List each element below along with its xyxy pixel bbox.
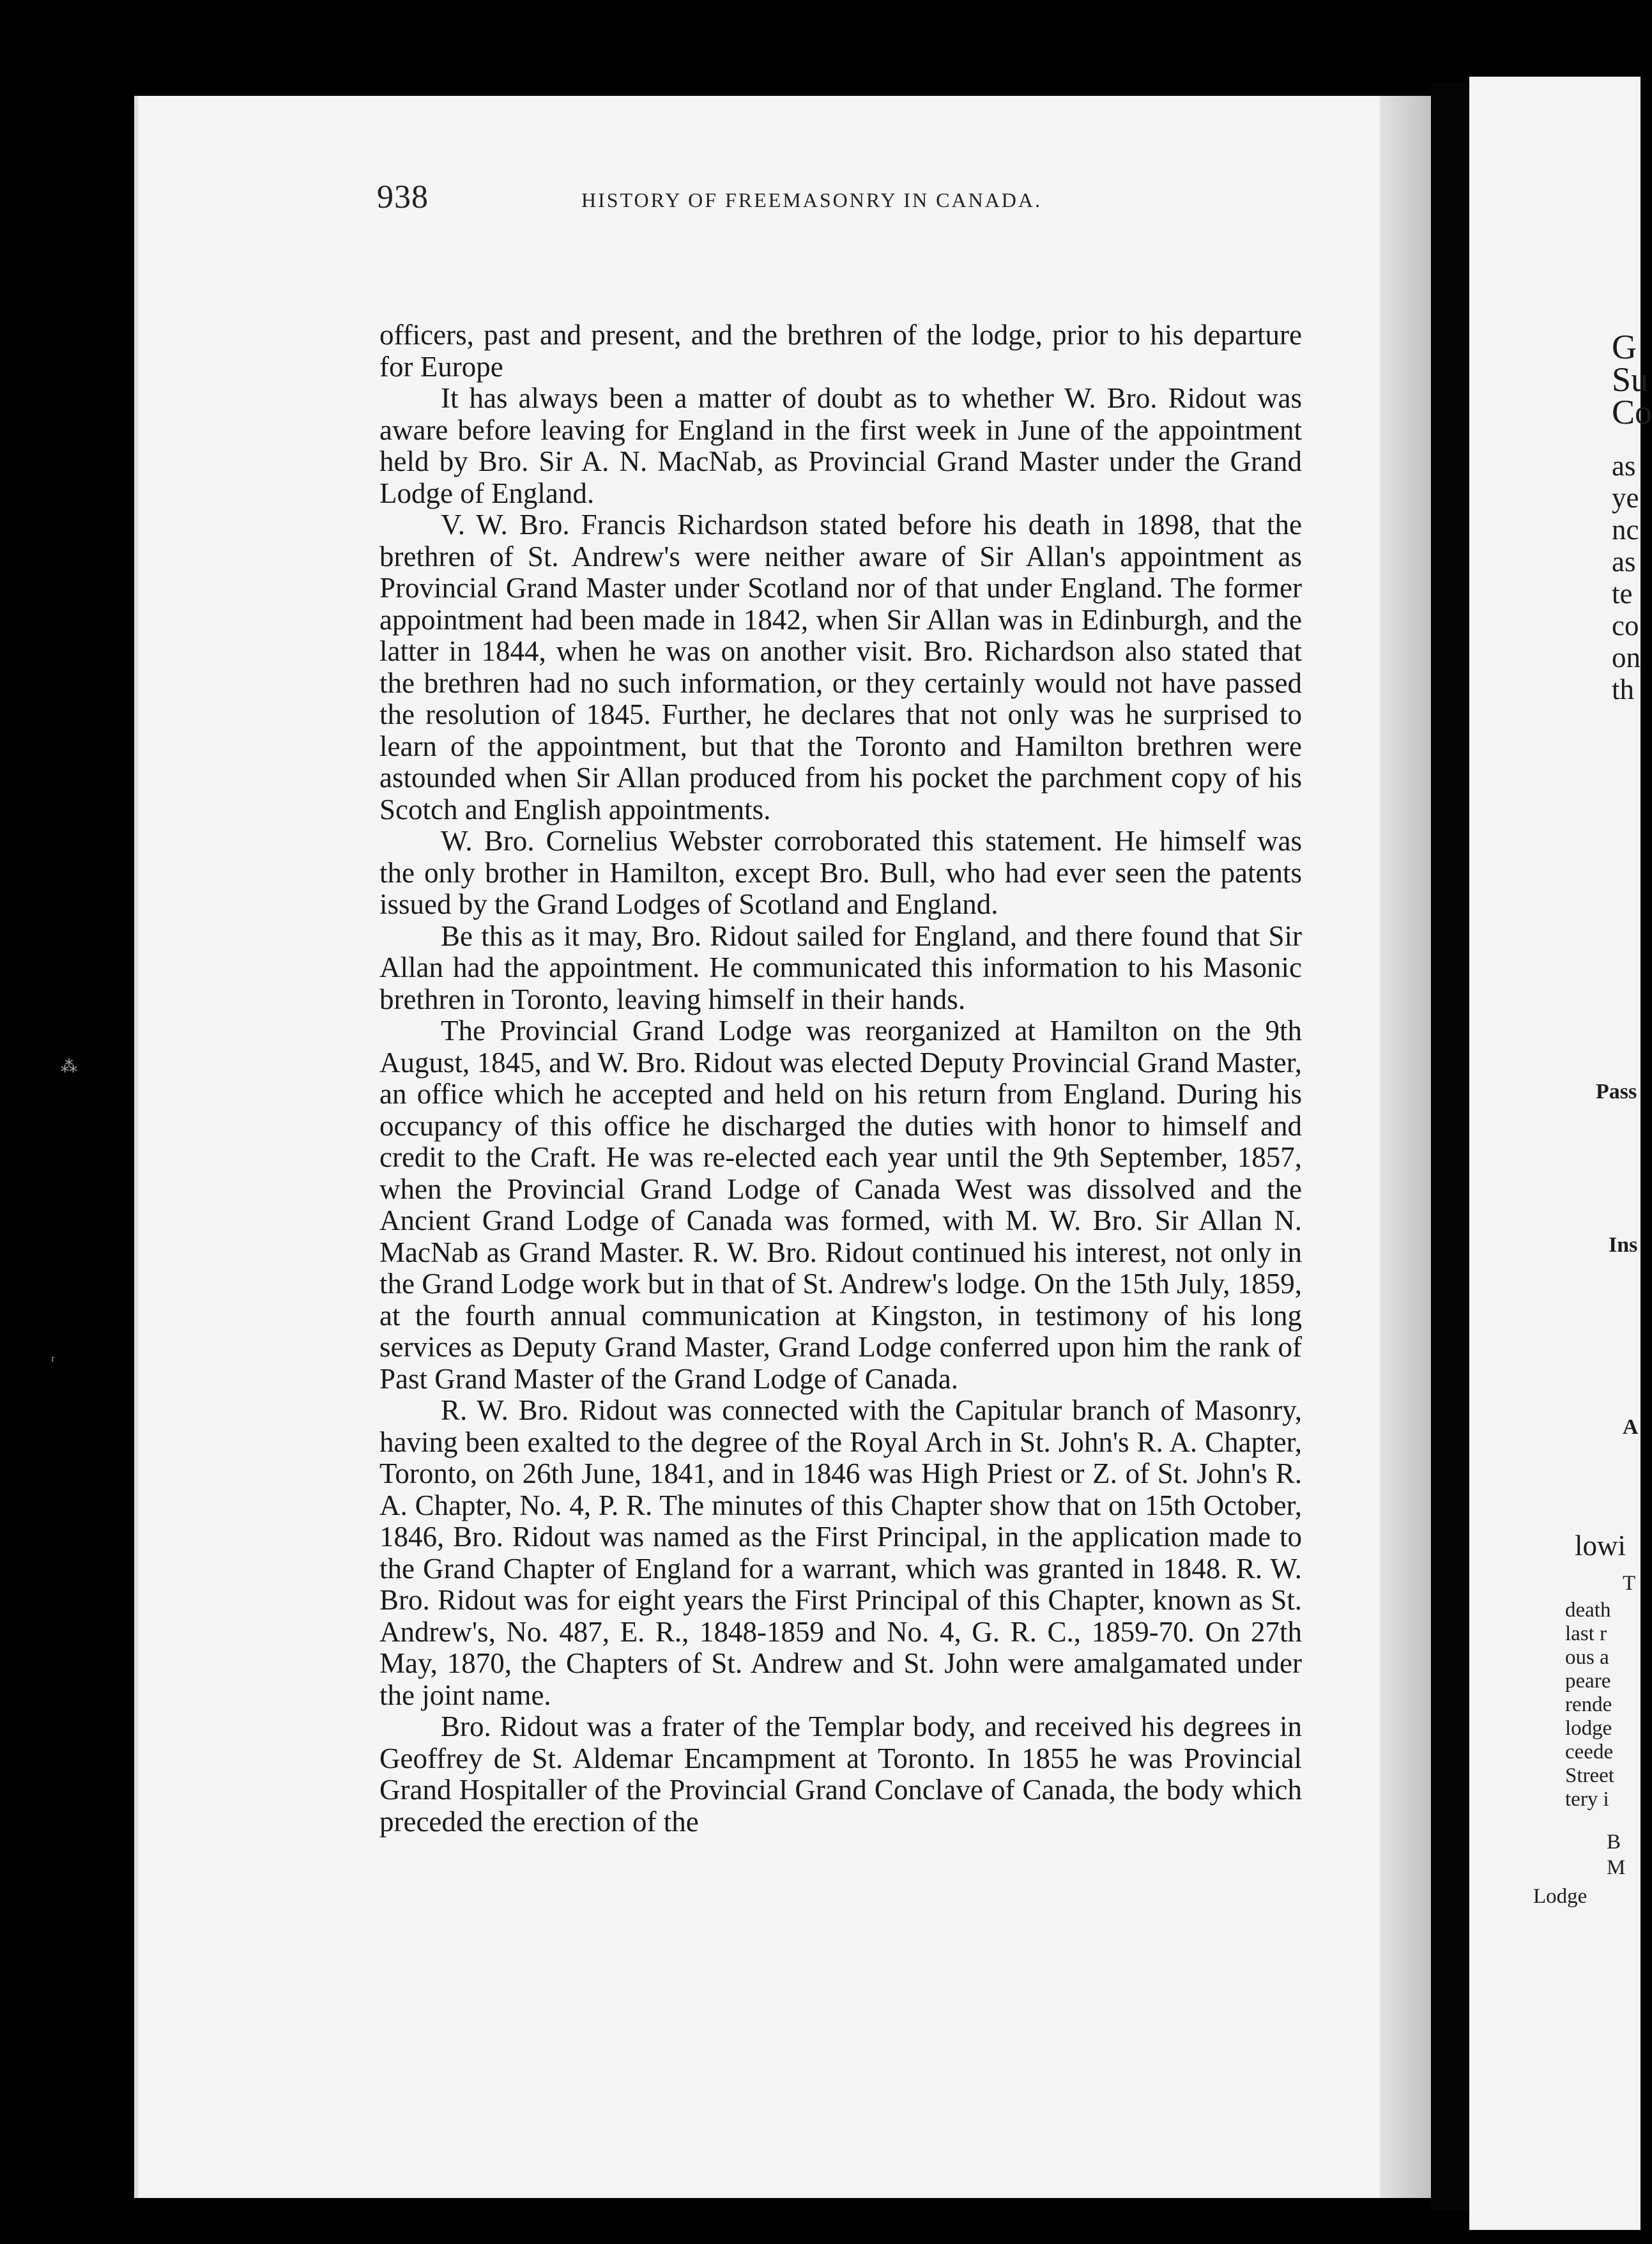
right-heading-fragment: Su [1612, 360, 1649, 399]
right-caption-fragment: Ins [1609, 1233, 1638, 1257]
book-gutter [1431, 83, 1469, 2211]
paragraph: It has always been a matter of doubt as to whether W. Bro. Ridout was aware before leaving for England in the first week in June of the appointment held by Bro. Sir A. N. MacNab, as Provincial Grand Master under the Grand Lodge of England. [379, 382, 1302, 509]
paragraph: The Provincial Grand Lodge was reorganized at Hamilton on the 9th August, 1845, and W. Bro. Ridout was elected Deputy Provincial Grand Master, an office which he accepted and held on his return from England. During his occupancy of this office he discharged the duties with honor to himself and credit to the Craft. He was re-elected each year until the 9th September, 1857, when the Provincial Grand Lodge of Canada West was dissolved and the Ancient Grand Lodge of Canada was formed, with M. W. Bro. Sir Allan N. MacNab as Grand Master. R. W. Bro. Ridout continued his interest, not only in the Grand Lodge work but in that of St. Andrew's lodge. On the 15th July, 1859, at the fourth annual communication at Kingston, in testimony of his long services as Deputy Grand Master, Grand Lodge conferred upon him the rank of Past Grand Master of the Grand Lodge of Canada. [379, 1015, 1302, 1395]
right-small-fragment: ceede [1565, 1741, 1614, 1764]
scan-speck: ʳ [51, 1351, 55, 1370]
right-small-fragment: lodge [1565, 1717, 1612, 1740]
right-caption-fragment: A [1623, 1415, 1639, 1439]
body-text [379, 319, 1302, 1838]
page-edge-shadow [1380, 96, 1437, 2198]
right-body-fragment: as [1612, 546, 1636, 578]
right-small-fragment: ous a [1565, 1646, 1609, 1669]
right-drop-initial: T [1623, 1572, 1636, 1595]
right-small-fragment: death [1565, 1599, 1611, 1622]
paragraph: Bro. Ridout was a frater of the Templar body, and received his degrees in Geoffrey de St. Aldemar Encampment at Toronto. In 1855 he was Provincial Grand Hospitaller of the Provincial Grand Conclave of Canada, the body which preceded the erection of the [379, 1710, 1302, 1838]
page-header [377, 169, 1303, 227]
right-body-fragment: te [1612, 578, 1633, 610]
paragraph: W. Bro. Cornelius Webster corroborated this statement. He himself was the only brother in Hamilton, except Bro. Bull, who had ever seen the patents issued by the Grand Lodges of Scotland and England. [379, 825, 1302, 920]
right-lower-fragment: lowi [1575, 1530, 1626, 1562]
page-number: 938 [377, 179, 429, 215]
paragraph: Be this as it may, Bro. Ridout sailed for England, and there found that Sir Allan had the appointment. He communicated this information to his Masonic brethren in Toronto, leaving himself in their hands. [379, 919, 1302, 1015]
right-footer-fragment: M [1607, 1856, 1626, 1879]
right-body-fragment: on [1612, 642, 1641, 673]
right-heading-fragment: G [1612, 328, 1637, 366]
right-footer-fragment: B [1607, 1831, 1621, 1854]
paragraph: R. W. Bro. Ridout was connected with the Capitular branch of Masonry, having been exalted to the degree of the Royal Arch in St. John's R. A. Chapter, Toronto, on 26th June, 1841, and in 1846 was High Priest or Z. of St. John's R. A. Chapter, No. 4, P. R. The minutes of this Chapter show that on 15th October, 1846, Bro. Ridout was named as the First Principal, in the application made to the Grand Chapter of England for a warrant, which was granted in 1848. R. W. Bro. Ridout was for eight years the First Principal of this Chapter, known as St. Andrew's, No. 487, E. R., 1848-1859 and No. 4, G. R. C., 1859-70. On 27th May, 1870, the Chapters of St. Andrew and St. John were amalgamated under the joint name. [379, 1394, 1302, 1711]
paragraph: V. W. Bro. Francis Richardson stated before his death in 1898, that the brethren of St. Andrew's were neither aware of Sir Allan's appointment as Provincial Grand Master under Scotland nor of that under England. The former appointment had been made in 1842, when Sir Allan was in Edinburgh, and the latter in 1844, when he was on another visit. Bro. Richardson also stated that the brethren had no such information, or they certainly would not have passed the resolution of 1845. Further, he declares that not only was he surprised to learn of the appointment, but that the Toronto and Hamilton brethren were astounded when Sir Allan produced from his pocket the parchment copy of his Scotch and English appointments. [379, 509, 1302, 826]
right-page-edge [1469, 77, 1652, 2230]
scan-speck: ⁂ [61, 1057, 77, 1076]
right-small-fragment: peare [1565, 1670, 1611, 1693]
right-body-fragment: nc [1612, 514, 1639, 546]
right-body-fragment: as [1612, 450, 1636, 482]
right-caption-fragment: Pass [1596, 1080, 1637, 1103]
right-small-fragment: rende [1565, 1693, 1612, 1716]
right-small-fragment: tery i [1565, 1788, 1609, 1811]
right-body-fragment: th [1612, 673, 1635, 705]
running-head: HISTORY OF FREEMASONRY IN CANADA. [581, 188, 1043, 211]
right-body-fragment: co [1612, 610, 1639, 642]
paragraph: officers, past and present, and the brethren of the lodge, prior to his departure for Europe [379, 319, 1302, 383]
right-footer-fragment: Lodge [1533, 1885, 1587, 1908]
right-body-fragment: ye [1612, 482, 1639, 514]
right-small-fragment: Street [1565, 1764, 1614, 1787]
right-heading-fragment: Co [1612, 393, 1652, 431]
right-small-fragment: last r [1565, 1622, 1607, 1645]
